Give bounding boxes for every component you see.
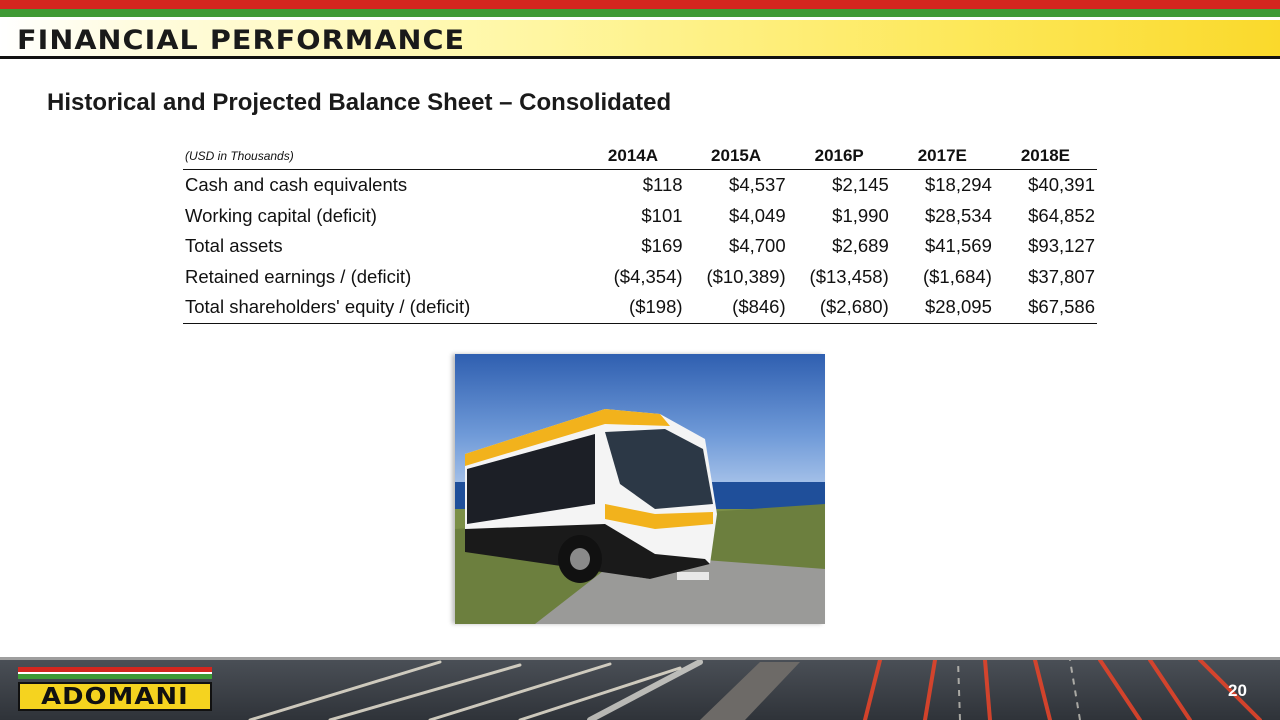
logo-wordmark-box — [18, 682, 212, 711]
table-row — [183, 231, 1097, 262]
row-label: Total assets — [185, 235, 283, 257]
section-title: Historical and Projected Balance Sheet – Consolidated — [47, 89, 672, 116]
table-cell: $37,807 — [1028, 265, 1095, 287]
adomani-logo — [18, 667, 212, 711]
table-cell: ($198) — [581, 292, 684, 323]
table-cell: $67,586 — [994, 292, 1097, 323]
page-title: FINANCIAL PERFORMANCE — [17, 25, 466, 56]
table-cell: ($846) — [685, 292, 788, 323]
table-cell: $2,145 — [832, 174, 889, 196]
table-cell: $101 — [641, 204, 683, 226]
header-red-stripe — [0, 0, 1280, 9]
table-cell: $28,534 — [924, 204, 992, 226]
column-header: 2016P — [788, 143, 891, 170]
table-cell: ($10,389) — [706, 265, 786, 287]
table-cell: $41,569 — [924, 235, 992, 257]
table-cell: $4,700 — [729, 235, 786, 257]
table-cell: $18,294 — [924, 174, 992, 196]
column-header: 2015A — [685, 143, 788, 170]
column-header: 2018E — [994, 143, 1097, 170]
logo-wordmark: ADOMANI — [41, 683, 189, 710]
table-cell: $169 — [641, 235, 683, 257]
table-row — [183, 201, 1097, 232]
table-cell: ($13,458) — [809, 265, 889, 287]
table-cell: $64,852 — [1028, 204, 1095, 226]
bus-illustration — [455, 354, 825, 624]
balance-sheet-table — [183, 143, 1097, 324]
table-cell: $1,990 — [832, 204, 889, 226]
table-row — [183, 292, 1097, 323]
table-cell: $4,049 — [729, 204, 786, 226]
row-label: Total shareholders' equity / (deficit) — [183, 292, 581, 323]
column-header: 2017E — [891, 143, 994, 170]
table-cell: $93,127 — [1028, 235, 1095, 257]
logo-green-stripe — [18, 674, 212, 679]
page-number: 20 — [1228, 681, 1247, 700]
bus-photo — [455, 354, 825, 624]
units-label: (USD in Thousands) — [183, 143, 581, 170]
table-cell: ($4,354) — [613, 265, 683, 287]
header-green-stripe — [0, 9, 1280, 17]
row-label: Working capital (deficit) — [185, 204, 377, 226]
table-cell: $118 — [642, 174, 683, 196]
table-cell: ($1,684) — [922, 265, 992, 287]
table-cell: ($2,680) — [788, 292, 891, 323]
table-cell: $40,391 — [1028, 174, 1095, 196]
table-cell: $4,537 — [729, 174, 786, 196]
table-cell: $28,095 — [891, 292, 994, 323]
row-label: Retained earnings / (deficit) — [185, 265, 412, 287]
column-header: 2014A — [581, 143, 684, 170]
row-label: Cash and cash equivalents — [185, 174, 408, 196]
table-row — [183, 262, 1097, 293]
table-row — [183, 170, 1097, 201]
header-band — [0, 20, 1280, 59]
table-cell: $2,689 — [832, 235, 889, 257]
table-header-row — [183, 143, 1097, 170]
